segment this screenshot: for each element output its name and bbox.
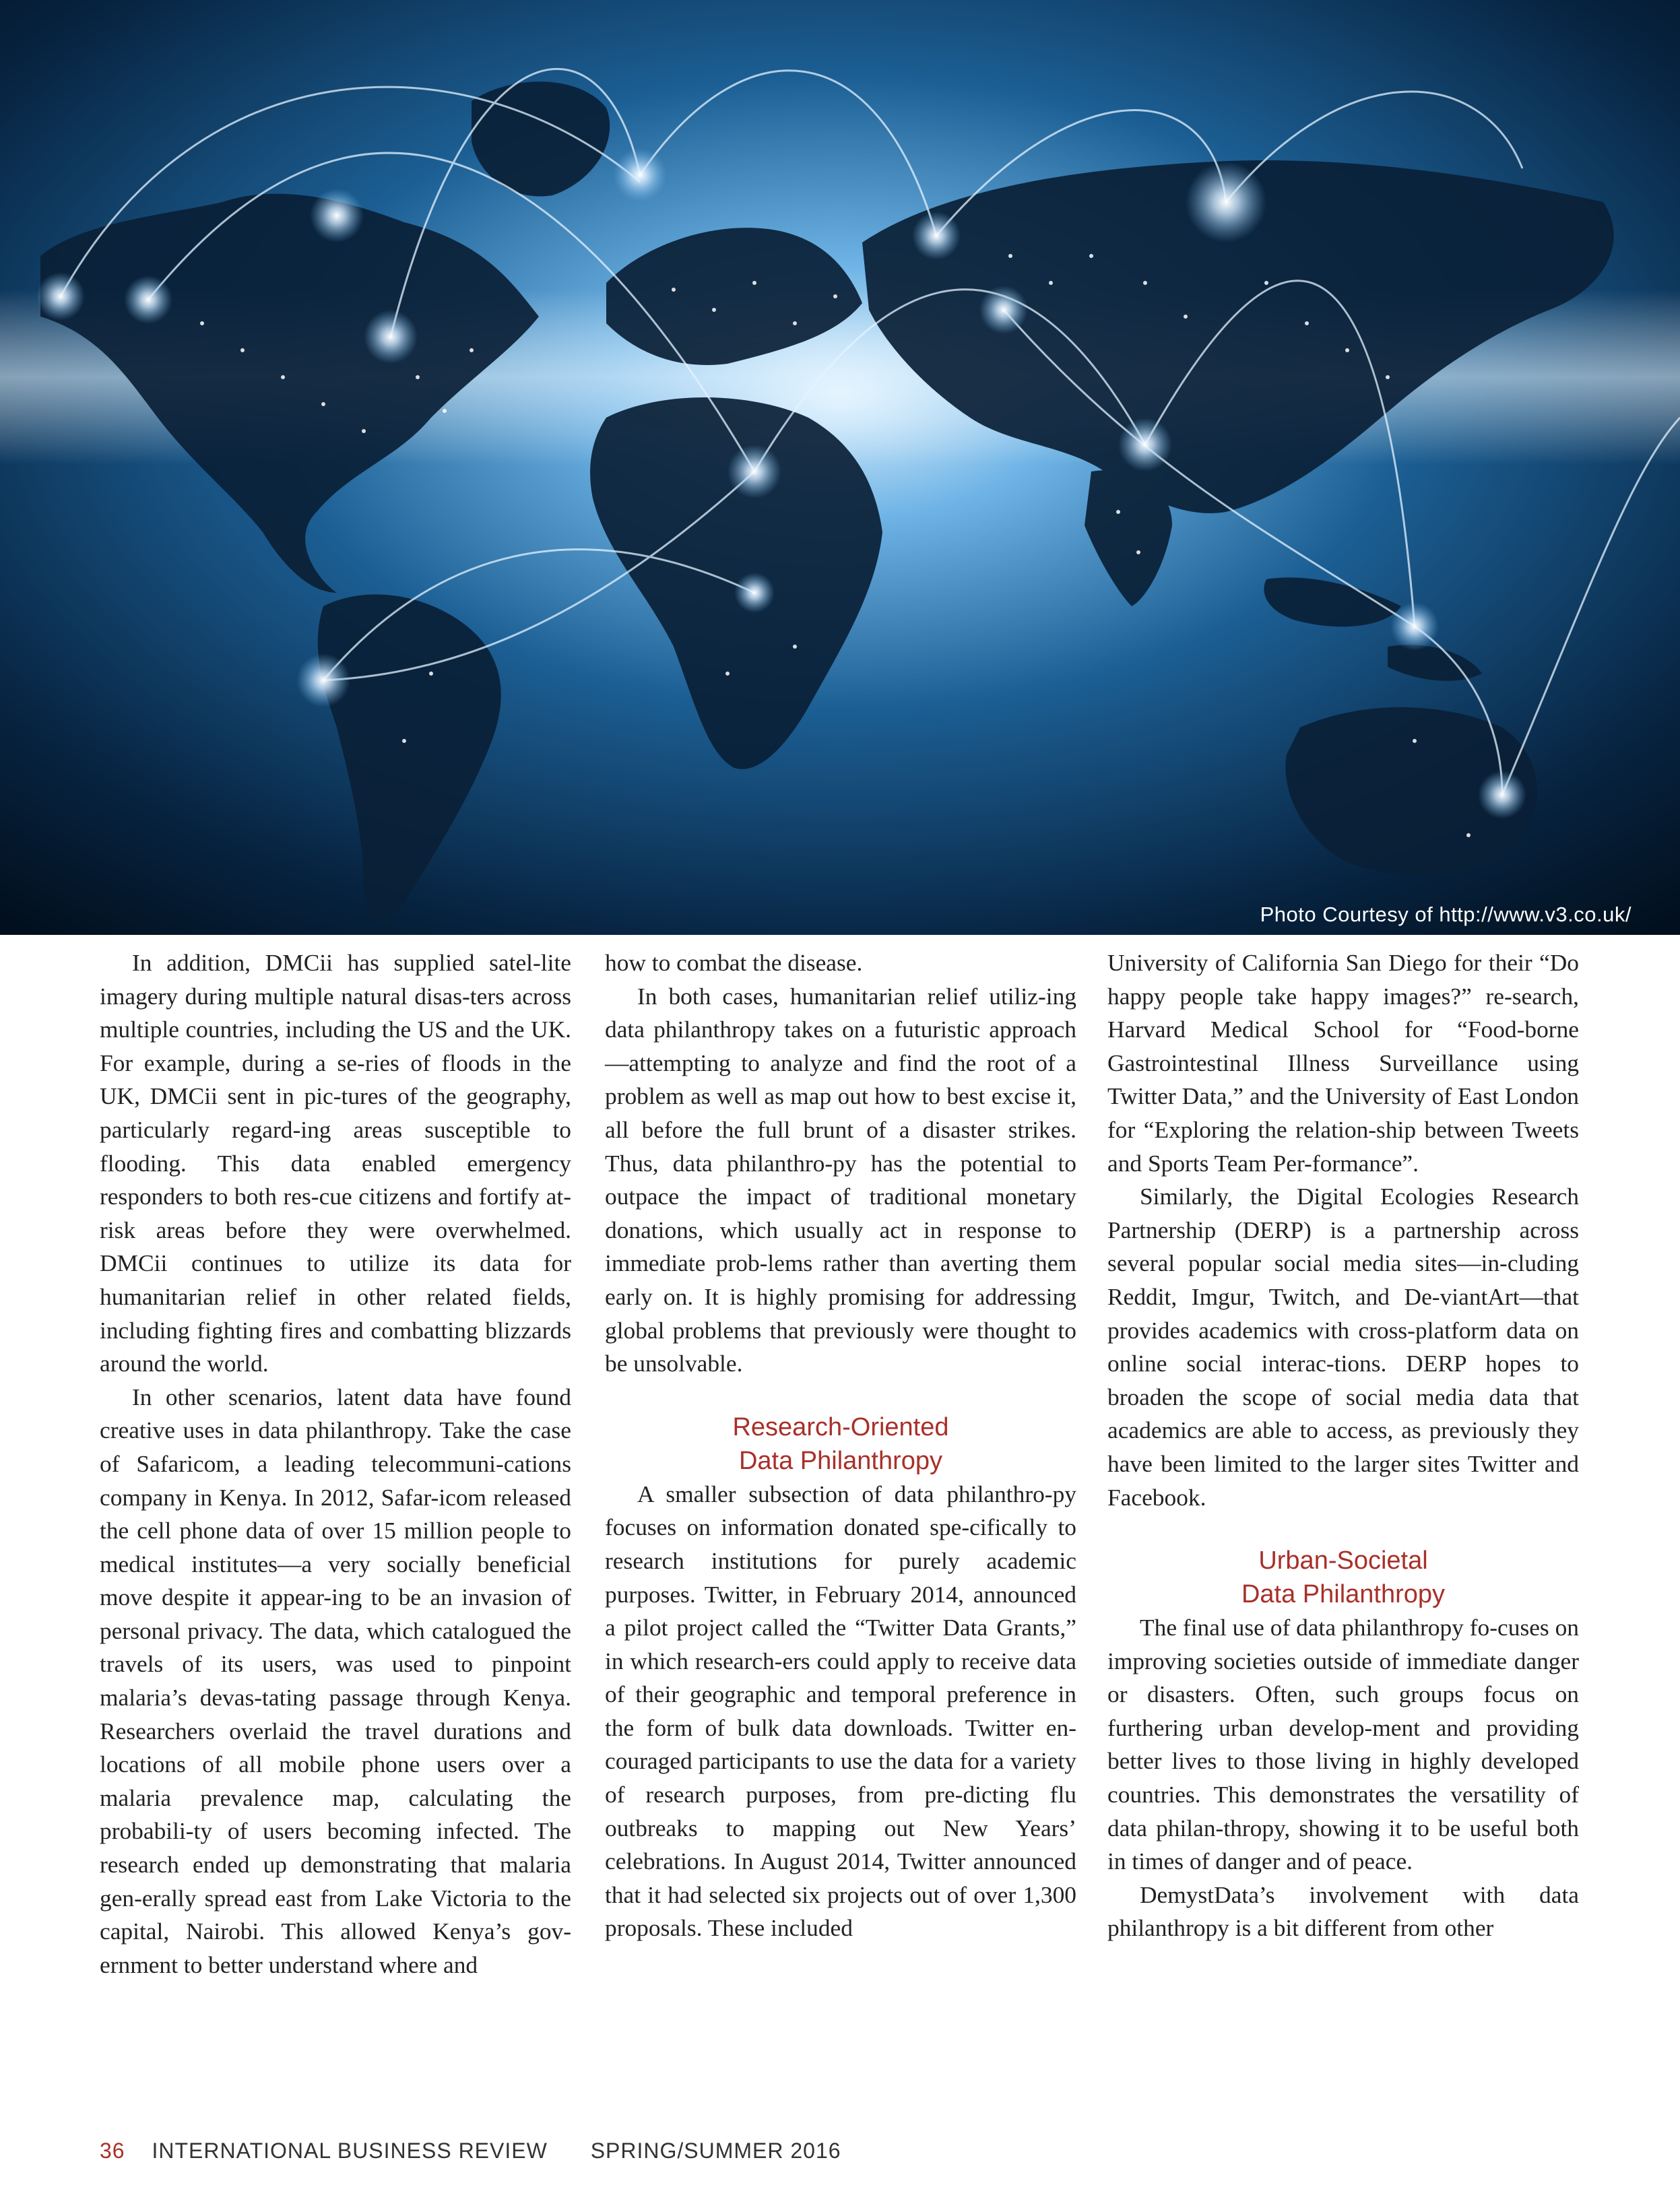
world-map-network-illustration	[0, 0, 1680, 935]
heading-line: Data Philanthropy	[1241, 1580, 1446, 1609]
paragraph: University of California San Diego for their “Do happy people take happy images?” re-search, Harvard Medical School for “Food-borne Gastrointestinal Illness Surveillance using Twitter Data,” and the University of East London for “Exploring the relation-ship between Tweets and Sports Team Per-formance”.	[1107, 949, 1579, 1177]
magazine-name: INTERNATIONAL BUSINESS REVIEW	[152, 2139, 548, 2163]
hero-photo	[0, 0, 1680, 935]
paragraph: In other scenarios, latent data have found creative uses in data philanthropy. Take the case of Safaricom, a leading telecommuni-cations company in Kenya. In 2012, Safar-icom released the cell phone data of over 15 million people to medical institutes—a very socially beneficial move despite it appear-ing to be an invasion of personal privacy. The data, which catalogued the travels of its users, was used to pinpoint malaria’s devas-tating passage through Kenya. Researchers overlaid the travel durations and locations of all mobile phone users over a malaria prevalence map, calculating the probabili-ty of users becoming infected. The research ended up demonstrating that malaria gen-erally spread east from Lake Victoria to the capital, Nairobi. This allowed Kenya’s gov-ernment to better understand where and	[100, 1383, 571, 1978]
heading-line: Research-Oriented	[732, 1412, 949, 1441]
paragraph: DemystData’s involvement with data philanthropy is a bit different from other	[1107, 1881, 1579, 1942]
article-column-2	[605, 946, 1076, 1945]
issue-label: SPRING/SUMMER 2016	[590, 2139, 841, 2163]
paragraph: A smaller subsection of data philanthro-py focuses on information donated spe-cifically to research institutions for purely academic purposes. Twitter, in February 2014, announced a pilot project called the “Twitter Data Grants,” in which research-ers could apply to receive data of their geographic and temporal preference in the form of bulk data downloads. Twitter en-couraged participants to use the data for a variety of research purposes, from pre-dicting flu outbreaks to mapping out New Years’ celebrations. In August 2014, Twitter announced that it had selected six projects out of over 1,300 proposals. These included	[605, 1480, 1076, 1942]
paragraph: The final use of data philanthropy fo-cuses on improving societies outside of immediate danger or disasters. Often, such groups focus on furthering urban develop-ment and providing better lives to those living in highly developed countries. This demonstrates the versatility of data philan-thropy, showing it to be useful both in times of danger and of peace.	[1107, 1614, 1579, 1875]
article-column-1	[100, 946, 571, 1982]
heading-line: Data Philanthropy	[738, 1446, 943, 1475]
page-number: 36	[100, 2139, 125, 2163]
section-heading-urban	[1107, 1544, 1579, 1611]
paragraph: how to combat the disease.	[605, 949, 863, 976]
paragraph: Similarly, the Digital Ecologies Research Partnership (DERP) is a partnership across several popular social media sites—in-cluding Reddit, Imgur, Twitch, and De-viantArt—that provides academics with cross-platform data on online social interac-tions. DERP hopes to broaden the scope of social media data that academics are able to access, as previously they have been limited to the larger sites Twitter and Facebook.	[1107, 1183, 1579, 1511]
photo-credit: Photo Courtesy of http://www.v3.co.uk/	[1260, 903, 1631, 926]
section-heading-research	[605, 1410, 1076, 1478]
paragraph: In addition, DMCii has supplied satel-lite imagery during multiple natural disas-ters across multiple countries, including the US and the UK. For example, during a se-ries of floods in the UK, DMCii sent in pic-tures of the geography, particularly regard-ing areas susceptible to flooding. This data enabled emergency responders to both res-cue citizens and fortify at-risk areas before they were overwhelmed. DMCii continues to utilize its data for humanitarian relief in other related fields, including fighting fires and combatting blizzards around the world.	[100, 949, 571, 1377]
paragraph: In both cases, humanitarian relief utiliz-ing data philanthropy takes on a futuristic approach—attempting to analyze and find the root of a problem as well as map out how to best excise it, all before the full brunt of a disaster strikes. Thus, data philanthro-py has the potential to outpace the impact of traditional monetary donations, which usually act in response to immediate prob-lems rather than averting them early on. It is highly promising for addressing global problems that previously were thought to be unsolvable.	[605, 982, 1076, 1377]
article-column-3	[1107, 946, 1579, 1945]
page-footer	[100, 2139, 841, 2163]
heading-line: Urban-Societal	[1258, 1546, 1428, 1575]
